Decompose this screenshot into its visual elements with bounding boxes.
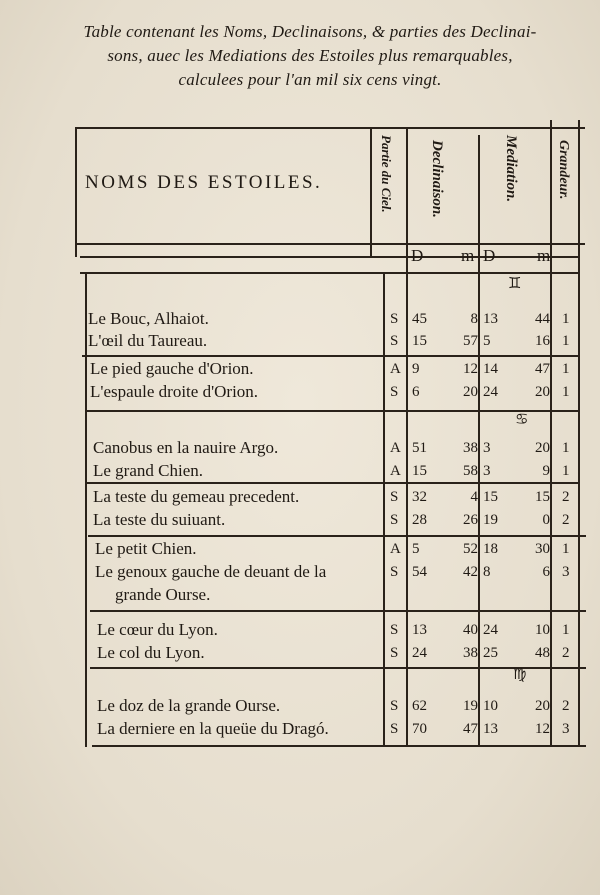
star-name: Le pied gauche d'Orion. [90,359,254,378]
star-magnitude: 2 [562,645,570,661]
star-name-continued: grande Ourse. [115,585,211,604]
star-declination-degrees: 51 [412,440,427,456]
star-mediation-minutes: 20 [535,440,550,456]
star-name: Le col du Lyon. [97,643,205,662]
star-magnitude: 1 [562,384,570,400]
star-part: A [390,440,401,456]
rule-header [75,243,585,245]
sign-gemini-icon: ♊ [508,274,522,292]
column-title-mediation: Mediation. [503,135,519,203]
star-declination-minutes: 20 [463,384,478,400]
star-part: A [390,361,401,377]
star-mediation-degrees: 25 [483,645,498,661]
star-declination-degrees: 62 [412,698,427,714]
sign-virgo-icon: ♍ [513,665,527,683]
star-declination-minutes: 4 [470,489,478,505]
star-mediation-minutes: 9 [542,463,550,479]
star-mediation-minutes: 20 [535,698,550,714]
star-mediation-degrees: 15 [483,489,498,505]
star-magnitude: 1 [562,361,570,377]
star-declination-minutes: 38 [463,645,478,661]
sign-cancer-icon: ♋ [515,410,529,428]
rule-group-4 [88,535,586,537]
star-name: La teste du gemeau precedent. [93,487,300,506]
star-mediation-minutes: 44 [535,311,550,327]
unit-mediation-degrees: D [483,246,496,265]
star-name: Canobus en la nauire Argo. [93,438,279,457]
star-name: Le Bouc, Alhaiot. [88,309,209,328]
star-declination-degrees: 15 [412,333,427,349]
star-magnitude: 1 [562,311,570,327]
rule-group-3 [86,482,580,484]
star-part: S [390,564,399,580]
star-magnitude: 3 [562,721,570,737]
star-part: S [390,622,399,638]
star-part: S [390,645,399,661]
star-mediation-minutes: 16 [535,333,550,349]
star-declination-degrees: 9 [412,361,420,377]
rule-group-1 [82,355,580,357]
rule-col-2 [406,127,408,747]
star-mediation-degrees: 14 [483,361,498,377]
star-mediation-minutes: 48 [535,645,550,661]
rule-left [75,127,77,257]
star-declination-minutes: 38 [463,440,478,456]
star-name: L'espaule droite d'Orion. [90,382,259,401]
star-declination-minutes: 19 [463,698,478,714]
star-magnitude: 1 [562,463,570,479]
column-title-declination: Declinaison. [429,140,445,218]
star-declination-degrees: 5 [412,541,420,557]
star-part: S [390,721,399,737]
star-part: A [390,541,401,557]
star-declination-degrees: 6 [412,384,420,400]
star-part: S [390,384,399,400]
star-name: L'œil du Taureau. [88,331,208,350]
rule-subheader [80,256,580,258]
star-name: La derniere en la queüe du Dragó. [97,719,329,738]
star-mediation-minutes: 0 [542,512,550,528]
star-mediation-degrees: 24 [483,622,498,638]
rule-group-2 [85,410,580,412]
rule-bottom [92,745,586,747]
star-magnitude: 1 [562,622,570,638]
star-name: Le genoux gauche de deuant de la [95,562,327,581]
star-declination-minutes: 26 [463,512,478,528]
star-declination-minutes: 47 [463,721,478,737]
star-mediation-degrees: 18 [483,541,498,557]
star-mediation-degrees: 3 [483,440,491,456]
star-magnitude: 2 [562,512,570,528]
star-part: S [390,489,399,505]
column-title-names: NOMS DES ESTOILES. [85,172,323,193]
star-declination-minutes: 52 [463,541,478,557]
star-magnitude: 1 [562,333,570,349]
star-mediation-minutes: 6 [542,564,550,580]
star-mediation-minutes: 10 [535,622,550,638]
star-declination-degrees: 45 [412,311,427,327]
unit-declination-degrees: D [411,246,424,265]
column-title-magnitude: Grandeur. [556,140,571,200]
star-mediation-degrees: 13 [483,721,498,737]
star-declination-minutes: 57 [463,333,478,349]
star-part: S [390,512,399,528]
star-mediation-degrees: 5 [483,333,491,349]
star-declination-degrees: 32 [412,489,427,505]
star-part: S [390,311,399,327]
unit-declination-minutes: m [461,246,475,265]
star-declination-minutes: 42 [463,564,478,580]
star-declination-minutes: 8 [470,311,478,327]
star-name: La teste du suiuant. [93,510,226,529]
star-magnitude: 3 [562,564,570,580]
star-magnitude: 2 [562,698,570,714]
star-declination-degrees: 70 [412,721,427,737]
star-magnitude: 1 [562,541,570,557]
star-part: A [390,463,401,479]
star-name: Le doz de la grande Ourse. [97,696,281,715]
star-part: S [390,698,399,714]
star-name: Le petit Chien. [95,539,197,558]
star-mediation-degrees: 24 [483,384,498,400]
star-declination-degrees: 15 [412,463,427,479]
star-magnitude: 2 [562,489,570,505]
star-part: S [390,333,399,349]
rule-right [578,120,580,747]
star-declination-degrees: 24 [412,645,427,661]
star-declination-degrees: 54 [412,564,427,580]
star-declination-degrees: 13 [412,622,427,638]
rule-col-1 [383,272,385,747]
star-magnitude: 1 [562,440,570,456]
star-mediation-minutes: 12 [535,721,550,737]
heading-line-2: sons, auec les Mediations des Estoiles plus remarquables, [107,46,513,65]
star-mediation-minutes: 15 [535,489,550,505]
rule-group-5 [90,610,586,612]
star-mediation-minutes: 47 [535,361,550,377]
star-mediation-degrees: 13 [483,311,498,327]
rule-units [80,272,580,274]
star-mediation-degrees: 19 [483,512,498,528]
star-name: Le grand Chien. [93,461,203,480]
column-title-part: Partie du Ciel. [379,135,394,213]
star-mediation-minutes: 20 [535,384,550,400]
star-declination-degrees: 28 [412,512,427,528]
heading-line-3: calculees pour l'an mil six cens vingt. [178,70,442,89]
star-name: Le cœur du Lyon. [97,620,218,639]
rule-top [75,127,585,129]
rule-col-3 [478,135,480,747]
star-mediation-degrees: 8 [483,564,491,580]
rule-col-4 [550,120,552,747]
rule-left-body [85,272,87,747]
rule-group-6 [90,667,586,669]
star-declination-minutes: 12 [463,361,478,377]
star-declination-minutes: 58 [463,463,478,479]
star-mediation-minutes: 30 [535,541,550,557]
unit-mediation-minutes: m [537,246,551,265]
star-mediation-degrees: 10 [483,698,498,714]
star-mediation-degrees: 3 [483,463,491,479]
star-declination-minutes: 40 [463,622,478,638]
heading-line-1: Table contenant les Noms, Declinaisons, & parties des Declinai- [83,22,537,41]
rule-col-1-head [370,127,372,257]
